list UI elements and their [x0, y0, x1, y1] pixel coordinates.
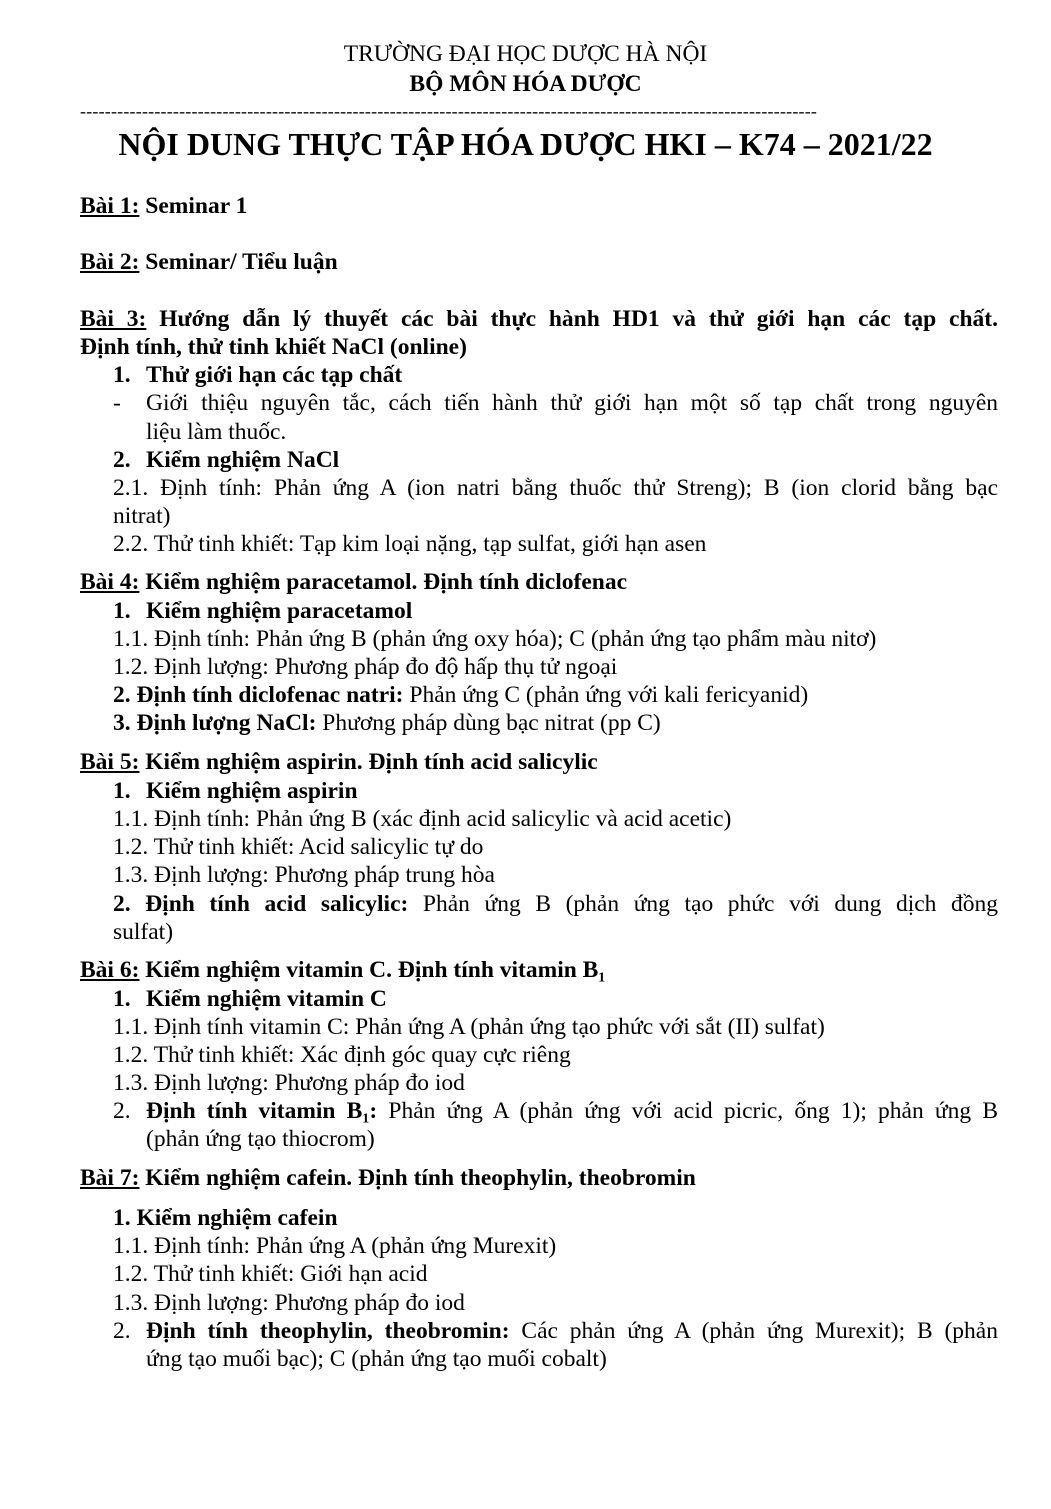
- section-heading: 1. Kiểm nghiệm cafein: [113, 1205, 338, 1231]
- item-line-cont: ứng tạo muối bạc); C (phản ứng tạo muối cobalt): [146, 1346, 607, 1372]
- lesson-label: Bài 1:: [80, 193, 140, 219]
- item-line: 1.2. Thử tinh khiết: Acid salicylic tự do: [113, 834, 484, 860]
- item-bold: 2. Định tính diclofenac natri:: [113, 682, 404, 708]
- lesson-2-heading: [80, 248, 338, 277]
- section-number: 1.: [113, 362, 131, 388]
- item-line: 1.2. Định lượng: Phương pháp đo độ hấp thụ tử ngoại: [113, 654, 618, 680]
- section-number: 2.: [113, 1098, 131, 1124]
- item-line-cont: sulfat): [113, 919, 174, 945]
- university-name: TRƯỜNG ĐẠI HỌC DƯỢC HÀ NỘI: [343, 41, 708, 67]
- item-text: Phản ứng B (phản ứng tạo phức với dung dịch đồng: [408, 891, 998, 917]
- item-line: [113, 890, 998, 919]
- lesson-6-heading: [80, 956, 605, 985]
- item-line: [146, 1317, 998, 1346]
- dashed-divider: -----------------------------------------------------------------------------------------------------------------------: [80, 101, 818, 121]
- lesson-7-heading: [80, 1164, 696, 1193]
- item-line: [113, 681, 808, 710]
- document-title: NỘI DUNG THỰC TẬP HÓA DƯỢC HKI – K74 – 2021/22: [118, 126, 933, 162]
- lesson-label: Bài 3:: [80, 306, 147, 332]
- item-line: 1.2. Thử tinh khiết: Giới hạn acid: [113, 1261, 428, 1287]
- lesson-3-heading-cont: Định tính, thử tinh khiết NaCl (online): [80, 334, 467, 360]
- item-bold: Định tính theophylin, theobromin:: [146, 1318, 510, 1344]
- section-number: 1.: [113, 986, 131, 1012]
- item-line: 1.3. Định lượng: Phương pháp đo iod: [113, 1070, 465, 1096]
- lesson-5-heading: [80, 748, 598, 777]
- section-number: 1.: [113, 778, 131, 804]
- lesson-title: Kiểm nghiệm paracetamol. Định tính diclofenac: [139, 569, 628, 595]
- section-title: Kiểm nghiệm NaCl: [146, 447, 340, 473]
- lesson-title: Kiểm nghiệm vitamin C. Định tính vitamin B₁: [139, 957, 606, 983]
- item-line: 1.1. Định tính vitamin C: Phản ứng A (phản ứng tạo phức với sắt (II) sulfat): [113, 1014, 825, 1040]
- bullet-text-cont: liệu làm thuốc.: [146, 419, 287, 445]
- section-heading: [113, 446, 339, 475]
- item-line: 1.3. Định lượng: Phương pháp trung hòa: [113, 862, 495, 888]
- item-line: 2.2. Thử tinh khiết: Tạp kim loại nặng, tạp sulfat, giới hạn asen: [113, 531, 707, 557]
- lesson-title: Kiểm nghiệm aspirin. Định tính acid salicylic: [139, 749, 598, 775]
- section-number: 2.: [113, 447, 131, 473]
- section-number: 2.: [113, 1318, 131, 1344]
- lesson-label: Bài 5:: [80, 749, 140, 775]
- item-text: Phương pháp dùng bạc nitrat (pp C): [316, 710, 661, 736]
- lesson-title: Hướng dẫn lý thuyết các bài thực hành HD1 và thử giới hạn các tạp chất.: [146, 306, 998, 332]
- item-line: 2.1. Định tính: Phản ứng A (ion natri bằng thuốc thử Streng); B (ion clorid bằng bạc: [113, 475, 998, 501]
- section-heading: [113, 985, 387, 1014]
- lesson-4-heading: [80, 568, 627, 597]
- lesson-title: Kiểm nghiệm cafein. Định tính theophylin, theobromin: [139, 1165, 696, 1191]
- item-text: Các phản ứng A (phản ứng Murexit); B (phản: [509, 1318, 998, 1344]
- lesson-label: Bài 2:: [80, 249, 140, 275]
- section-title: Kiểm nghiệm vitamin C: [146, 986, 387, 1012]
- section-title: Thử giới hạn các tạp chất: [146, 362, 403, 388]
- lesson-1-heading: [80, 192, 247, 221]
- section-heading: [113, 597, 412, 626]
- item-line: 1.2. Thử tinh khiết: Xác định góc quay cực riêng: [113, 1042, 571, 1068]
- lesson-label: Bài 4:: [80, 569, 140, 595]
- section-title: Kiểm nghiệm aspirin: [146, 778, 358, 804]
- department-name: BỘ MÔN HÓA DƯỢC: [409, 71, 642, 97]
- section-heading: [113, 361, 402, 390]
- item-line: 1.1. Định tính: Phản ứng B (xác định acid salicylic và acid acetic): [113, 806, 732, 832]
- item-bold: Định tính vitamin B₁:: [146, 1098, 378, 1124]
- section-number: 1.: [113, 598, 131, 624]
- item-bold: 2. Định tính acid salicylic:: [113, 891, 409, 917]
- item-line: 1.3. Định lượng: Phương pháp đo iod: [113, 1290, 465, 1316]
- lesson-label: Bài 7:: [80, 1165, 140, 1191]
- item-line-cont: (phản ứng tạo thiocrom): [146, 1126, 375, 1152]
- section-heading: [113, 777, 358, 806]
- lesson-label: Bài 6:: [80, 957, 140, 983]
- lesson-title: Seminar/ Tiểu luận: [139, 249, 338, 275]
- section-title: Kiểm nghiệm paracetamol: [146, 598, 413, 624]
- item-text: Phản ứng A (phản ứng với acid picric, ống 1); phản ứng B: [377, 1098, 998, 1124]
- bullet-text: Giới thiệu nguyên tắc, cách tiến hành thử giới hạn một số tạp chất trong nguyên: [146, 390, 998, 416]
- lesson-title: Seminar 1: [139, 193, 248, 219]
- dash-bullet: -: [113, 390, 121, 416]
- item-line: 1.1. Định tính: Phản ứng A (phản ứng Murexit): [113, 1233, 557, 1259]
- item-line-cont: nitrat): [113, 503, 171, 529]
- item-text: Phản ứng C (phản ứng với kali fericyanid): [403, 682, 809, 708]
- item-bold: 3. Định lượng NaCl:: [113, 710, 317, 736]
- item-line: [113, 709, 661, 738]
- item-line: [146, 1097, 998, 1126]
- lesson-3-heading: [80, 305, 998, 334]
- item-line: 1.1. Định tính: Phản ứng B (phản ứng oxy hóa); C (phản ứng tạo phẩm màu nitơ): [113, 626, 877, 652]
